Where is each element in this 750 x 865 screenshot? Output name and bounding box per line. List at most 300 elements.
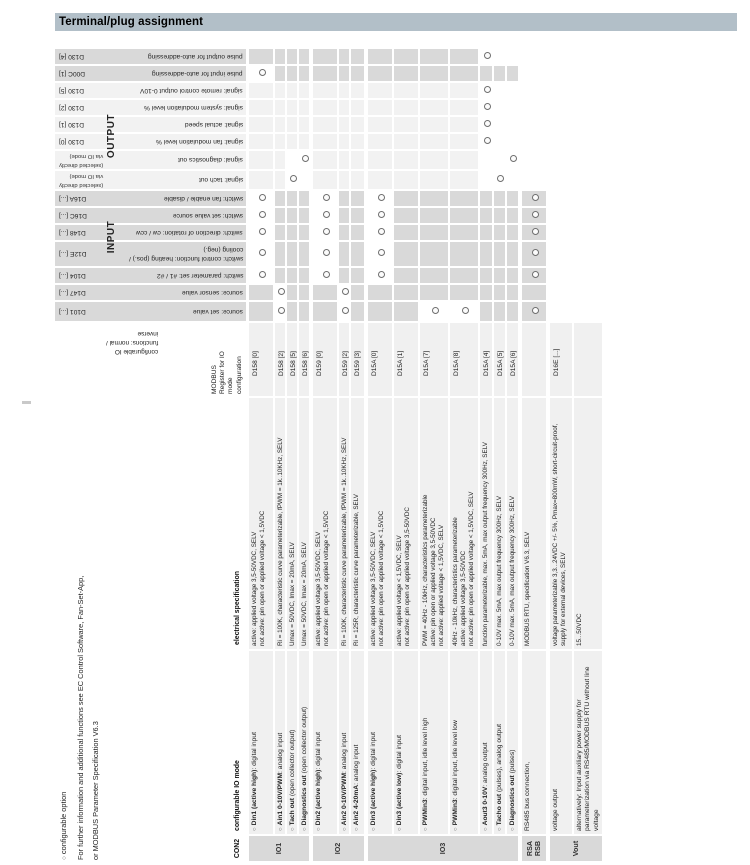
option-mark-circle-icon xyxy=(259,271,266,278)
grid-cell xyxy=(286,99,298,116)
grid-cell xyxy=(274,116,286,133)
grid-cell xyxy=(479,48,493,65)
grid-cell xyxy=(479,241,493,267)
grid-cell xyxy=(449,284,479,301)
function-register-label xyxy=(59,242,87,266)
grid-cell xyxy=(312,65,338,82)
io-mode-cell: ○Tacho out (pulses), analog output xyxy=(493,650,506,835)
grid-cell xyxy=(338,241,350,267)
grid-cell xyxy=(248,170,274,190)
output-group-label: OUTPUT xyxy=(105,113,117,159)
option-mark-circle-icon xyxy=(378,250,385,257)
grid-cell xyxy=(298,207,310,224)
grid-cell xyxy=(350,133,365,150)
grid-cell xyxy=(286,133,298,150)
modbus-register-cell xyxy=(573,322,603,397)
grid-cell xyxy=(393,267,419,284)
function-column-header xyxy=(54,65,247,82)
grid-cell xyxy=(274,301,286,322)
function-column-header xyxy=(54,284,247,301)
function-column-header xyxy=(54,267,247,284)
grid-cell xyxy=(274,224,286,241)
grid-cell xyxy=(419,133,449,150)
option-mark-circle-icon xyxy=(532,211,539,218)
io-mode-cell: ○Din2 (active high): digital input xyxy=(312,650,338,835)
function-register-label xyxy=(59,117,84,132)
option-mark-circle-icon xyxy=(259,250,266,257)
option-mark-circle-icon xyxy=(532,228,539,235)
modbus-register-cell: D16E [...] xyxy=(549,322,573,397)
grid-cell xyxy=(367,207,393,224)
function-name-label xyxy=(156,134,243,149)
elec-spec-cell: 0-10V max. 5mA, max output frequency 300Hz, SELV xyxy=(493,397,506,650)
grid-cell xyxy=(367,133,393,150)
grid-cell xyxy=(312,284,338,301)
option-mark-circle-icon xyxy=(378,228,385,235)
grid-cell xyxy=(493,224,506,241)
grid-cell xyxy=(479,224,493,241)
grid-cell xyxy=(367,190,393,207)
grid-cell xyxy=(479,65,493,82)
grid-cell xyxy=(419,170,449,190)
option-mark-circle-icon xyxy=(323,250,330,257)
grid-cell xyxy=(449,241,479,267)
configurable-option-icon: ○ xyxy=(342,827,348,831)
function-column-header xyxy=(54,99,247,116)
register-code: D12E [...] xyxy=(59,250,87,258)
function-name-label xyxy=(164,191,243,206)
grid-cell xyxy=(286,190,298,207)
function-register-label xyxy=(59,134,84,149)
grid-cell xyxy=(298,241,310,267)
register-code: D147 [...] xyxy=(59,289,86,296)
function-name-label xyxy=(178,151,243,169)
grid-cell xyxy=(274,48,286,65)
function-name: pulse output for auto-addressing xyxy=(148,53,243,60)
io-mode-cell: voltage output xyxy=(549,650,573,835)
function-register-label xyxy=(59,302,86,321)
elec-spec-cell: Ri = 125R, characteristic curve parameterizable, SELV xyxy=(350,397,365,650)
grid-cell xyxy=(479,190,493,207)
config-io-functions-text: configurable IO functions: normal / inverse xyxy=(106,330,159,355)
grid-cell xyxy=(479,207,493,224)
configurable-option-icon: ○ xyxy=(302,827,308,831)
grid-cell xyxy=(506,99,519,116)
grid-cell xyxy=(248,224,274,241)
footnote-line: ○configurable option xyxy=(59,791,68,860)
io-mode-cell: alternatively: Input auxiliary power supply for parameterization via RS485/MODBUS RTU without line voltage xyxy=(573,650,603,835)
grid-cell xyxy=(338,133,350,150)
grid-cell xyxy=(286,170,298,190)
grid-cell xyxy=(449,170,479,190)
grid-cell xyxy=(274,133,286,150)
configurable-option-icon: ○ xyxy=(453,827,459,831)
function-name-label xyxy=(140,83,243,98)
configurable-option-icon: ○ xyxy=(371,827,377,831)
grid-cell xyxy=(367,284,393,301)
grid-cell xyxy=(506,116,519,133)
grid-cell xyxy=(367,267,393,284)
grid-cell xyxy=(312,301,338,322)
grid-cell xyxy=(248,150,274,170)
grid-cell xyxy=(493,133,506,150)
grid-cell xyxy=(286,150,298,170)
option-mark-circle-icon xyxy=(259,194,266,201)
option-mark-circle-icon xyxy=(302,156,309,163)
grid-cell xyxy=(393,301,419,322)
elec-spec-cell: 0-10V max. 5mA, max output frequency 300Hz, SELV xyxy=(506,397,519,650)
grid-cell xyxy=(479,284,493,301)
grid-cell xyxy=(479,301,493,322)
grid-cell xyxy=(274,65,286,82)
grid-cell xyxy=(274,99,286,116)
grid-cell xyxy=(350,207,365,224)
register-code: D130 [1] xyxy=(59,121,84,128)
register-code: D00C [1] xyxy=(59,70,86,77)
function-column-header xyxy=(54,133,247,150)
grid-cell xyxy=(449,301,479,322)
option-mark-circle-icon xyxy=(484,86,491,93)
option-mark-circle-icon xyxy=(323,271,330,278)
grid-cell xyxy=(506,241,519,267)
footnote-line: or MODBUS Parameter Specification V6.3 xyxy=(91,721,100,860)
grid-cell xyxy=(493,65,506,82)
terminal-group-io1: IO1 xyxy=(248,835,310,862)
grid-cell xyxy=(479,267,493,284)
grid-cell xyxy=(350,190,365,207)
grid-cell xyxy=(419,224,449,241)
grid-cell xyxy=(479,150,493,170)
grid-cell xyxy=(449,150,479,170)
option-mark-circle-icon xyxy=(378,194,385,201)
grid-cell xyxy=(419,48,449,65)
grid-cell xyxy=(419,284,449,301)
grid-cell xyxy=(479,82,493,99)
option-mark-circle-icon xyxy=(259,211,266,218)
function-register-label xyxy=(59,100,84,115)
register-code: D130 [2] xyxy=(59,104,84,111)
grid-cell xyxy=(312,82,338,99)
option-mark-circle-icon xyxy=(323,228,330,235)
register-code: D148 [...] xyxy=(59,229,86,236)
function-name-label xyxy=(185,117,243,132)
function-column-header xyxy=(54,116,247,133)
grid-cell xyxy=(393,82,419,99)
grid-cell xyxy=(248,207,274,224)
grid-cell xyxy=(338,99,350,116)
grid-cell xyxy=(419,150,449,170)
function-register-label xyxy=(59,225,86,240)
elec-spec-cell: Ri = 100K, characteristic curve parameterizable, fPWM = 1k..10KHz, SELV xyxy=(274,397,286,650)
grid-cell xyxy=(506,224,519,241)
grid-cell xyxy=(393,224,419,241)
option-mark-circle-icon xyxy=(532,307,539,314)
grid-cell xyxy=(338,170,350,190)
grid-cell xyxy=(506,133,519,150)
grid-cell xyxy=(248,99,274,116)
grid-cell xyxy=(367,48,393,65)
function-name-label xyxy=(144,100,243,115)
modbus-register-cell: D15A [6] xyxy=(506,322,519,397)
grid-cell xyxy=(350,99,365,116)
grid-cell xyxy=(298,150,310,170)
grid-cell xyxy=(312,224,338,241)
grid-cell xyxy=(506,65,519,82)
grid-cell xyxy=(506,207,519,224)
circle-option-icon: ○ xyxy=(61,856,68,860)
modbus-register-cell: D158 [0] xyxy=(248,322,274,397)
grid-cell xyxy=(493,116,506,133)
grid-cell xyxy=(286,48,298,65)
grid-cell xyxy=(312,190,338,207)
grid-cell xyxy=(521,284,547,301)
option-mark-circle-icon xyxy=(278,288,285,295)
grid-cell xyxy=(286,82,298,99)
modbus-register-cell: D15A [0] xyxy=(367,322,393,397)
grid-cell xyxy=(449,267,479,284)
grid-cell xyxy=(521,207,547,224)
function-name: source: sensor value xyxy=(182,289,243,296)
configurable-option-icon: ○ xyxy=(423,827,429,831)
io-mode-cell: ○Ain1 0-10V/PWM: analog input xyxy=(274,650,286,835)
grid-cell xyxy=(367,65,393,82)
function-column-header xyxy=(54,170,247,190)
grid-cell xyxy=(367,224,393,241)
elec-spec-cell: active: applied voltage 3,5-50VDC, SELV not active: pin open or applied voltage < 1,5VDC xyxy=(248,397,274,650)
option-mark-circle-icon xyxy=(432,307,439,314)
option-mark-circle-icon xyxy=(378,271,385,278)
grid-cell xyxy=(367,99,393,116)
option-mark-circle-icon xyxy=(462,307,469,314)
elec-spec-cell: Umax = 50VDC, Imax = 20mA, SELV xyxy=(286,397,298,650)
grid-cell xyxy=(449,65,479,82)
grid-cell xyxy=(393,99,419,116)
grid-cell xyxy=(350,82,365,99)
configurable-option-icon: ○ xyxy=(316,827,322,831)
function-name: switch: set value source xyxy=(173,212,243,219)
grid-cell xyxy=(493,301,506,322)
input-group-label: INPUT xyxy=(105,220,117,254)
function-register-label xyxy=(59,151,103,169)
function-name-label xyxy=(152,66,243,81)
grid-cell xyxy=(248,190,274,207)
grid-cell xyxy=(274,170,286,190)
configurable-option-icon: ○ xyxy=(397,827,403,831)
grid-cell xyxy=(274,190,286,207)
grid-cell xyxy=(338,224,350,241)
grid-cell xyxy=(350,267,365,284)
grid-cell xyxy=(248,267,274,284)
grid-cell xyxy=(393,65,419,82)
grid-cell xyxy=(298,48,310,65)
grid-cell xyxy=(248,133,274,150)
grid-cell xyxy=(493,267,506,284)
grid-cell xyxy=(338,116,350,133)
grid-cell xyxy=(521,241,547,267)
grid-cell xyxy=(521,267,547,284)
modbus-register-cell: D15A [7] xyxy=(419,322,449,397)
grid-cell xyxy=(274,241,286,267)
rotated-landscape-table xyxy=(18,45,615,862)
option-mark-circle-icon xyxy=(323,211,330,218)
terminal-group-vout: Vout xyxy=(549,835,603,862)
grid-cell xyxy=(367,170,393,190)
io-mode-header: configurable IO mode xyxy=(234,760,241,831)
table-footnote xyxy=(56,430,104,860)
grid-cell xyxy=(312,48,338,65)
function-register-label xyxy=(59,83,84,98)
option-mark-circle-icon xyxy=(532,250,539,257)
function-name: pulse input for auto-addressing xyxy=(152,70,243,77)
grid-cell xyxy=(274,82,286,99)
con2-header: CON2 xyxy=(234,838,241,859)
register-code: D101 [...] xyxy=(59,308,86,315)
grid-cell xyxy=(286,207,298,224)
grid-cell xyxy=(350,116,365,133)
grid-cell xyxy=(479,99,493,116)
function-name: source: set value xyxy=(193,308,243,315)
grid-cell xyxy=(393,170,419,190)
elec-spec-cell: active: applied voltage 3,5-50VDC, SELV not active: pin open or applied voltage < 1,5VDC xyxy=(367,397,393,650)
io-mode-cell: ○Aout3 0-10V: analog output xyxy=(479,650,493,835)
function-name: signal: system modulation level % xyxy=(144,104,243,111)
function-name: signal: diagnostics out xyxy=(178,156,243,164)
io-mode-cell: ○Diagnostics out (pulses) xyxy=(506,650,519,835)
terminal-group-io2: IO2 xyxy=(312,835,365,862)
elec-spec-cell: 40Hz - 10kHz, characteristics parameterizable active: applied voltage 3,5-50VDC not active: pin open or applied voltage < 1,5VDC, SELV xyxy=(449,397,479,650)
grid-cell xyxy=(338,284,350,301)
grid-cell xyxy=(298,190,310,207)
grid-cell xyxy=(393,241,419,267)
elec-spec-cell: 15...50VDC xyxy=(573,397,603,650)
grid-cell xyxy=(521,301,547,322)
grid-cell xyxy=(338,82,350,99)
elec-spec-cell: voltage parameterizable 3,3...24VDC +/- 5%, Pmax=800mW, short-circuit-proof, supply for external devices, SELV xyxy=(549,397,573,650)
function-name-label xyxy=(182,285,243,300)
grid-cell xyxy=(338,267,350,284)
configurable-option-icon: ○ xyxy=(497,827,503,831)
grid-cell xyxy=(248,82,274,99)
grid-cell xyxy=(286,241,298,267)
grid-cell xyxy=(479,170,493,190)
grid-cell xyxy=(298,301,310,322)
grid-cell xyxy=(506,190,519,207)
io-mode-cell: ○PWMin3: digital input, idle level high xyxy=(419,650,449,835)
grid-cell xyxy=(506,170,519,190)
modbus-register-cell: D159 [3] xyxy=(350,322,365,397)
option-mark-circle-icon xyxy=(484,120,491,127)
elec-spec-cell: active: applied voltage < 1,5VDC, SELV not active: pin open or applied voltage 3,5-50VDC xyxy=(393,397,419,650)
grid-cell xyxy=(506,301,519,322)
function-column-header xyxy=(54,207,247,224)
function-column-header xyxy=(54,190,247,207)
terminal-group-rsab: RSA RSB xyxy=(521,835,547,862)
grid-cell xyxy=(521,190,547,207)
grid-cell xyxy=(298,99,310,116)
function-register-label xyxy=(59,191,86,206)
grid-cell xyxy=(312,133,338,150)
grid-cell xyxy=(493,48,506,65)
option-mark-circle-icon xyxy=(497,176,504,183)
grid-cell xyxy=(367,116,393,133)
option-mark-circle-icon xyxy=(484,52,491,59)
grid-cell xyxy=(449,224,479,241)
grid-cell xyxy=(312,116,338,133)
configurable-option-icon: ○ xyxy=(290,827,296,831)
modbus-register-header: MODBUS Register for IO mode configuration xyxy=(211,351,243,394)
function-name-label xyxy=(199,171,243,189)
grid-cell xyxy=(493,82,506,99)
configurable-option-icon: ○ xyxy=(483,827,489,831)
elec-spec-cell: Umax = 50VDC, Imax = 20mA, SELV xyxy=(298,397,310,650)
grid-cell xyxy=(493,284,506,301)
config-io-functions-note xyxy=(106,329,163,356)
grid-cell xyxy=(248,48,274,65)
section-title-bar xyxy=(55,13,737,31)
register-code: D16C [...] xyxy=(59,212,87,219)
register-code: D16A [...] xyxy=(59,195,87,202)
grid-cell xyxy=(449,48,479,65)
grid-cell xyxy=(248,284,274,301)
grid-cell xyxy=(338,207,350,224)
modbus-register-cell: D158 [5] xyxy=(286,322,298,397)
elec-spec-cell: function parameterizable, max. 5mA, max output frequency 300Hz, SELV xyxy=(479,397,493,650)
grid-cell xyxy=(393,284,419,301)
grid-cell xyxy=(338,190,350,207)
grid-cell xyxy=(393,150,419,170)
function-name-label xyxy=(129,242,243,266)
grid-cell xyxy=(479,133,493,150)
grid-cell xyxy=(286,267,298,284)
grid-cell xyxy=(350,48,365,65)
grid-cell xyxy=(350,241,365,267)
option-mark-circle-icon xyxy=(342,288,349,295)
grid-cell xyxy=(350,170,365,190)
grid-cell xyxy=(419,301,449,322)
grid-cell xyxy=(521,224,547,241)
grid-cell xyxy=(338,48,350,65)
grid-cell xyxy=(298,224,310,241)
configurable-option-icon: ○ xyxy=(278,827,284,831)
io-mode-cell: ○Diagnostics out (open collector output) xyxy=(298,650,310,835)
io-mode-cell: ○Din3 (active low): digital input xyxy=(393,650,419,835)
grid-cell xyxy=(506,284,519,301)
grid-cell xyxy=(393,207,419,224)
grid-cell xyxy=(274,267,286,284)
grid-cell xyxy=(248,301,274,322)
function-name: signal: tach out xyxy=(198,176,243,184)
grid-cell xyxy=(419,241,449,267)
grid-cell xyxy=(298,267,310,284)
configurable-option-icon: ○ xyxy=(354,827,360,831)
function-name: signal: remote control output 0-10V xyxy=(140,87,243,94)
grid-cell xyxy=(350,150,365,170)
elec-spec-header: electrical specification xyxy=(234,571,241,645)
grid-cell xyxy=(419,116,449,133)
option-mark-circle-icon xyxy=(259,69,266,76)
grid-cell xyxy=(350,284,365,301)
grid-cell xyxy=(312,241,338,267)
grid-cell xyxy=(393,116,419,133)
grid-cell xyxy=(506,82,519,99)
grid-cell xyxy=(506,150,519,170)
modbus-register-cell: D158 [2] xyxy=(274,322,286,397)
option-mark-circle-icon xyxy=(290,176,297,183)
grid-cell xyxy=(393,48,419,65)
grid-cell xyxy=(286,284,298,301)
grid-cell xyxy=(286,65,298,82)
function-name: signal: actual speed xyxy=(184,121,243,128)
